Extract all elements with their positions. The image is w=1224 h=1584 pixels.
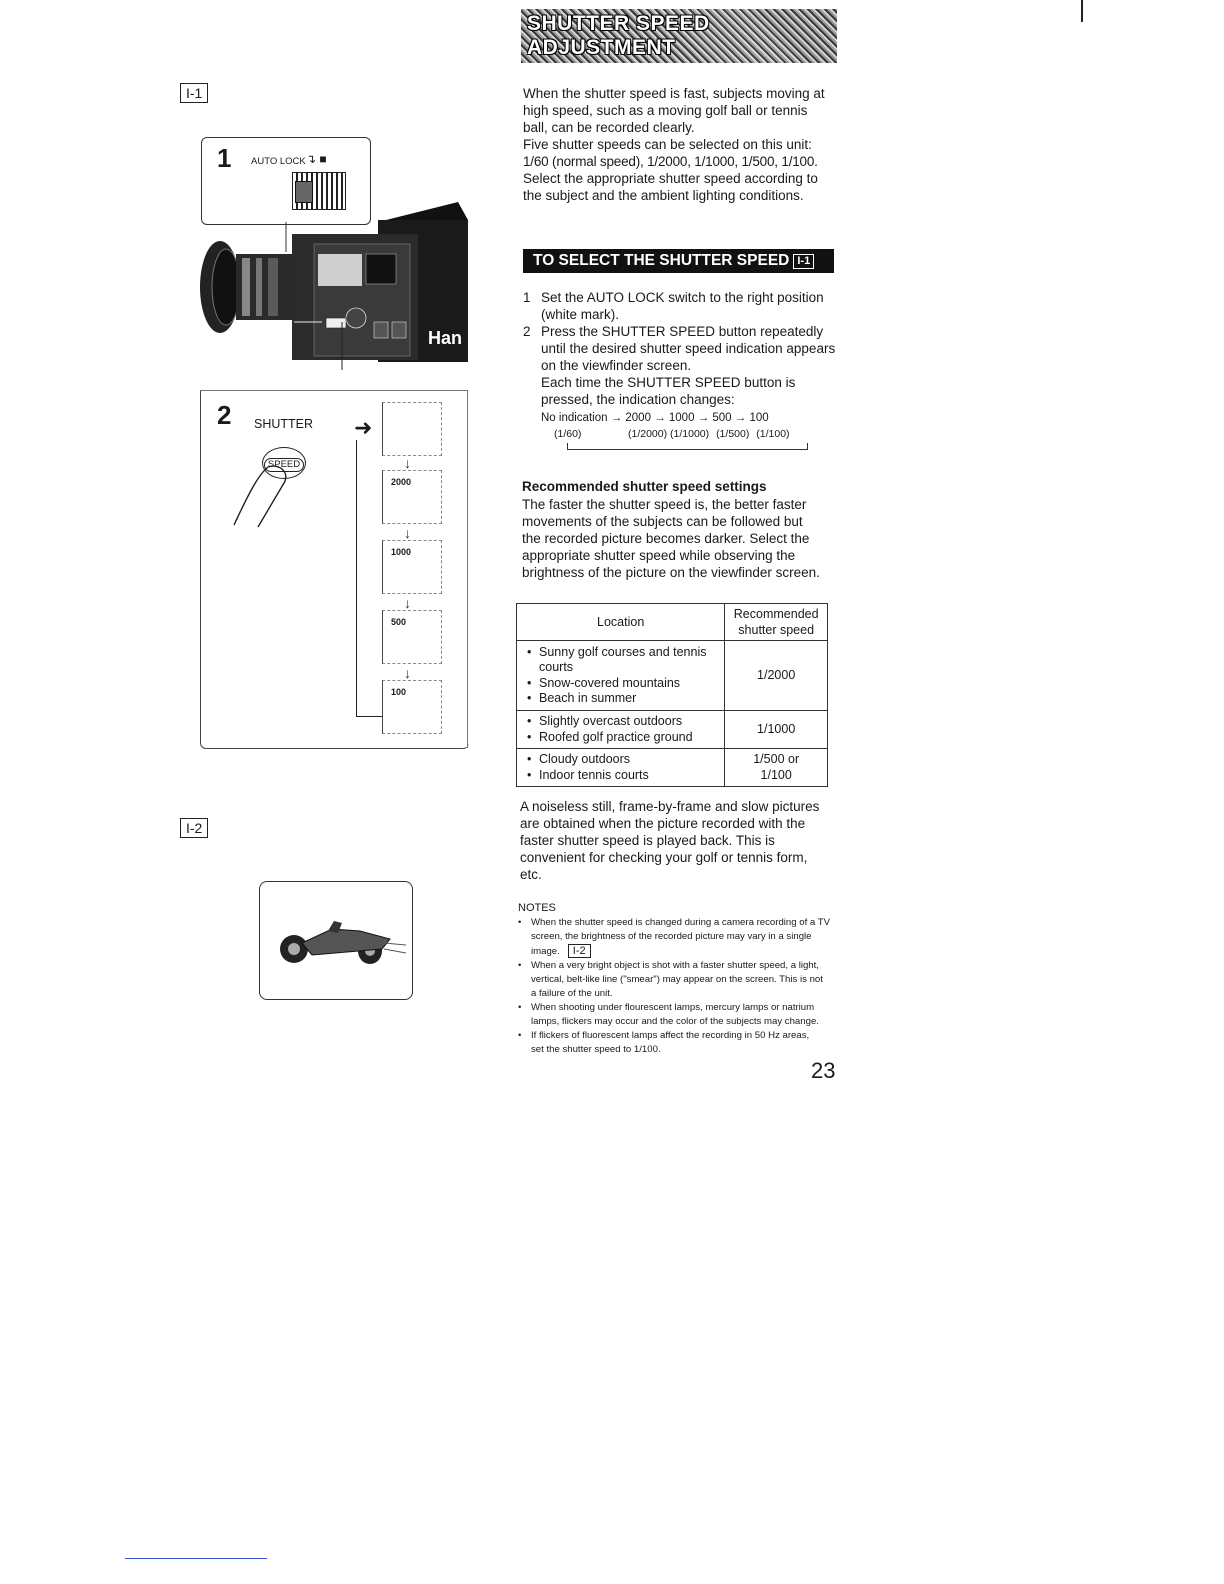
table-header-speed-line1: Recommended [733,607,819,621]
step-2-extra: Each time the SHUTTER SPEED button is pressed, the indication changes: [541,375,796,407]
intro-paragraph-4: Select the appropriate shutter speed according to the subject and the ambient lighting conditions. [523,171,818,203]
select-step-2 [521,323,841,408]
table-header-location: Location [517,604,725,641]
seq-top-2: 1000 [668,412,695,424]
seq-top-1: 2000 [625,412,651,424]
select-step-1 [521,289,841,323]
seq-top-3: 500 [712,412,732,424]
recommended-title: Recommended shutter speed settings [522,479,767,494]
pressing-finger-illustration [228,465,308,529]
step-number: 2 [523,324,531,339]
seq-arrow-icon: → [734,412,750,424]
auto-lock-arrow-icon: ↴ ■ [306,152,327,166]
table-cell-speed [725,711,828,749]
note-text: When the shutter speed is changed during a camera recording of a TV screen, the brightness of the recorded picture may vary in a single image. [531,917,831,957]
step-number: 1 [523,290,531,305]
shutter-label: SHUTTER [254,417,314,431]
note-text: If flickers of fluorescent lamps affect the recording in 50 Hz areas, set the shutter speed to 1/100. [531,1030,810,1055]
sequence-arrow-icon: ➜ [354,415,373,440]
figure-label-i2: I-2 [180,818,208,838]
step-text: Press the SHUTTER SPEED button repeatedly until the desired shutter speed indication appears on the viewfinder screen. [541,324,836,373]
notes-list [518,916,830,1057]
viewfinder-value: 500 [391,617,407,627]
sequence-return-line [356,440,357,716]
location-item: • Slightly overcast outdoors [527,714,716,730]
step-text: Set the AUTO LOCK switch to the right position (white mark). [541,290,824,322]
table-cell-location [517,749,725,787]
down-arrow-icon: ↓ [404,595,411,611]
speed-value: 1/1000 [757,721,796,736]
sequence-bottom-row [554,427,834,441]
note-text: When shooting under flourescent lamps, mercury lamps or natrium lamps, flickers may occur and the color of the subjects may change. [531,1002,819,1027]
seq-arrow-icon: → [610,412,626,424]
table-row [517,749,828,787]
viewfinder-value: 2000 [391,477,412,487]
note-item [518,916,830,959]
seq-bottom-0: (1/60) [554,428,582,440]
page-title-line2: ADJUSTMENT [527,36,676,59]
step1-number: 1 [217,143,232,173]
speed-value: 1/500 or [753,752,800,766]
race-car-illustration [272,915,408,971]
seq-bottom-1: (1/2000) [628,428,668,440]
seq-top-0: No indication [541,412,608,424]
camcorder-illustration [196,192,472,370]
table-row [517,711,828,749]
select-section-title: TO SELECT THE SHUTTER SPEED [533,252,790,269]
seq-arrow-icon: → [697,412,713,424]
viewfinder-value: 100 [391,687,407,697]
note-item [518,1001,830,1029]
note-figure-ref: I-2 [568,944,591,958]
recommended-table [516,603,828,787]
location-item: • Cloudy outdoors [527,752,716,768]
viewfinder-1000 [382,540,442,594]
table-cell-speed [725,749,828,787]
viewfinder-value: 1000 [391,547,412,557]
seq-bottom-4: (1/100) [756,428,790,440]
sequence-top-row [541,411,831,425]
step2-panel-right-rule [467,390,468,748]
down-arrow-icon: ↓ [404,525,411,541]
location-item: • Snow-covered mountains [527,676,716,692]
note-item [518,959,830,1001]
page-number: 23 [811,1058,836,1083]
seq-bottom-3: (1/500) [716,428,750,440]
page-edge-mark [1081,0,1083,22]
seq-bottom-2: (1/1000) [670,428,710,440]
table-cell-speed [725,641,828,711]
recommended-text: The faster the shutter speed is, the better faster movements of the subjects can be followed but the recorded picture becomes darker. Select the appropriate shutter speed while observing the brightness of the picture on the viewfinder screen. [522,497,820,580]
viewfinder-blank [382,402,442,456]
down-arrow-icon: ↓ [404,665,411,681]
speed-value: 1/100 [760,767,792,782]
viewfinder-500 [382,610,442,664]
page-title-banner [521,9,837,63]
still-playback-paragraph: A noiseless still, frame-by-frame and slow pictures are obtained when the picture recorded with the faster shutter speed is played back. This is convenient for checking your golf or tennis form, etc. [520,799,820,882]
table-cell-location [517,641,725,711]
viewfinder-100 [382,680,442,734]
viewfinder-2000 [382,470,442,524]
speed-value: 1/2000 [757,667,796,682]
camera-brand-text: Han [428,328,463,348]
notes-title: NOTES [518,902,556,914]
select-section-heading [523,249,834,273]
sequence-return-foot [356,716,382,717]
footer-rule [125,1558,267,1559]
table-cell-location [517,711,725,749]
sequence-loop-line [567,443,808,450]
step2-panel-top-rule [200,390,468,391]
auto-lock-label: AUTO LOCK [251,156,306,167]
table-header-speed [725,604,828,641]
intro-paragraph-1: When the shutter speed is fast, subjects moving at high speed, such as a moving golf ball or tennis ball, can be recorded clearly. [523,86,825,135]
note-item [518,1029,811,1057]
seq-arrow-icon: → [654,412,669,424]
table-row [517,641,828,711]
seq-top-4: 100 [749,412,769,424]
table-header-speed-line2: shutter speed [738,623,815,637]
location-item: • Sunny golf courses and tennis courts [527,645,716,676]
select-steps-list [521,289,841,408]
note-text: When a very bright object is shot with a faster shutter speed, a light, vertical, belt-like line ("smear") may appear on the screen. This is not a failure of the unit. [531,960,823,999]
intro-paragraph-2: Five shutter speeds can be selected on this unit: [523,137,812,152]
speed-button-label: SPEED [264,458,304,472]
figure-label-i1: I-1 [180,83,208,103]
location-item: • Roofed golf practice ground [527,730,716,746]
select-section-ref: I-1 [793,254,814,269]
intro-paragraph-3: 1/60 (normal speed), 1/2000, 1/1000, 1/500, 1/100. [523,154,818,169]
location-item: • Beach in summer [527,691,716,707]
step2-number: 2 [217,400,232,430]
table-header-row [517,604,828,641]
down-arrow-icon: ↓ [404,455,411,471]
page-title-line1: SHUTTER SPEED [527,12,710,35]
location-item: • Indoor tennis courts [527,768,716,784]
